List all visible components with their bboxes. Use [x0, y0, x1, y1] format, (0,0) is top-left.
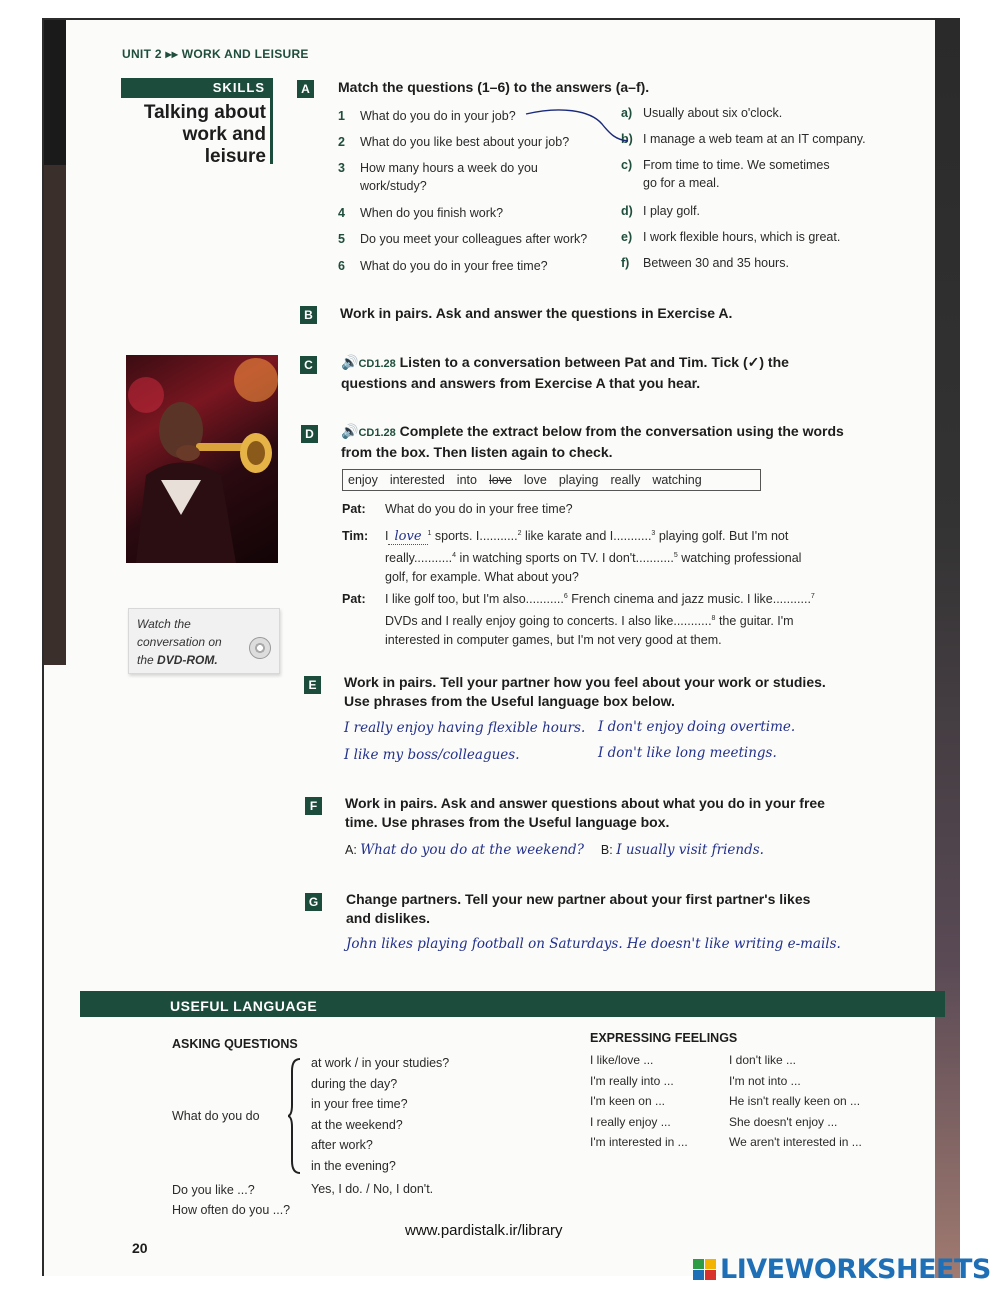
dialogue-pat-1: Pat: What do you do in your free time?	[342, 502, 573, 516]
dialogue-tim: Tim: I love $^1$ sports. I...........$^2$ like karate and I...........$^3$ playing golf. But I'm not really...........$^4$ in watching sports on TV. I don't...........$^5$ watching professional golf, for example. What about you?	[342, 529, 802, 585]
audio-icon-2[interactable]: 🔊	[341, 423, 359, 439]
likes-list: I like/love ... I'm really into ... I'm keen on ... I really enjoy ... I'm interested in ...	[590, 1053, 688, 1149]
exercise-d-letter: D	[301, 425, 318, 443]
asking-questions-heading: ASKING QUESTIONS	[172, 1037, 298, 1051]
example-g: John likes playing football on Saturdays. He doesn't like writing e-mails.	[346, 936, 841, 952]
question-options: at work / in your studies? during the day? in your free time? at the weekend? after work? in the evening?	[311, 1056, 450, 1173]
exercise-b-letter: B	[300, 306, 317, 324]
right-edge-photo-strip	[935, 18, 960, 1278]
audio-icon[interactable]: 🔊	[341, 354, 359, 370]
example-e-2: I don't enjoy doing overtime.	[598, 719, 796, 735]
example-e-4: I don't like long meetings.	[598, 745, 777, 761]
exercise-a-instruction: Match the questions (1–6) to the answers (a–f).	[338, 79, 650, 95]
answer-c: c) From time to time. We sometimes go for a meal.	[621, 158, 830, 190]
matching-line[interactable]	[520, 108, 640, 148]
answer-b: b) I manage a web team at an IT company.	[621, 132, 866, 146]
useful-language-title: USEFUL LANGUAGE	[170, 998, 318, 1014]
word-box: enjoy interested into love love playing really watching	[342, 469, 761, 491]
trumpet-player-photo	[126, 355, 278, 563]
exercise-f-letter: F	[305, 797, 322, 815]
brace-icon	[288, 1057, 302, 1175]
exercise-c-letter: C	[300, 356, 317, 374]
exercise-e-instruction: Work in pairs. Tell your partner how you feel about your work or studies. Use phrases from the Useful language box below.	[344, 674, 826, 709]
expressing-feelings-heading: EXPRESSING FEELINGS	[590, 1031, 738, 1045]
blank-3[interactable]: ...........	[613, 529, 652, 544]
answer-f: f) Between 30 and 35 hours.	[621, 256, 789, 270]
dvd-disc-icon	[249, 637, 271, 659]
page-number: 20	[132, 1240, 148, 1256]
exercise-e-letter: E	[304, 676, 321, 694]
skills-title: Talking about work and leisure	[143, 102, 266, 167]
blank-6[interactable]: ...........	[525, 592, 564, 607]
question-2: 2 What do you like best about your job?	[338, 135, 570, 149]
blank-8[interactable]: ...........	[673, 614, 712, 629]
example-f: A: What do you do at the weekend? B: I usually visit friends.	[345, 842, 764, 858]
exercise-f-instruction: Work in pairs. Ask and answer questions about what you do in your free time. Use phrases from the Useful language box.	[345, 795, 825, 830]
page-edge-shadow-2	[44, 165, 66, 665]
skills-label: SKILLS	[121, 78, 273, 98]
liveworksheets-brand: LIVEWORKSHEETS	[720, 1254, 991, 1285]
blank-1-answer[interactable]: love	[388, 529, 427, 545]
dialogue-pat-2: Pat: I like golf too, but I'm also...........$^6$ French cinema and jazz music. I like...........$^7$ DVDs and I really enjoy going to concerts. I also like...........$^8$ the guitar. I'm interested in computer games, but I'm not very good at them.	[342, 592, 815, 648]
exercise-g-letter: G	[305, 893, 322, 911]
blank-2[interactable]: ...........	[479, 529, 518, 544]
do-you-like: Do you like ...?	[172, 1183, 255, 1197]
exercise-d-instruction: 🔊CD1.28 Complete the extract below from the conversation using the words from the box. Then listen again to check.	[341, 423, 844, 460]
blank-5[interactable]: ...........	[635, 551, 674, 566]
question-3: 3 How many hours a week do you work/study?	[338, 161, 538, 193]
dislikes-list: I don't like ... I'm not into ... He isn't really keen on ... She doesn't enjoy ... We aren't interested in ...	[729, 1053, 862, 1149]
source-url[interactable]: www.pardistalk.ir/library	[405, 1222, 563, 1239]
exercise-c-instruction: 🔊CD1.28 Listen to a conversation between Pat and Tim. Tick (✓) the questions and answers from Exercise A that you hear.	[341, 354, 789, 391]
unit-header: UNIT 2 ▸▸ WORK AND LEISURE	[122, 47, 309, 61]
answer-d: d) I play golf.	[621, 204, 700, 218]
what-do-you-do: What do you do	[172, 1109, 260, 1123]
blank-4[interactable]: ...........	[413, 551, 453, 566]
how-often: How often do you ...?	[172, 1203, 291, 1217]
question-5: 5 Do you meet your colleagues after work?	[338, 232, 588, 246]
liveworksheets-logo-icon	[693, 1259, 717, 1281]
exercise-g-instruction: Change partners. Tell your new partner about your first partner's likes and dislikes.	[346, 891, 811, 926]
yes-no-answer: Yes, I do. / No, I don't.	[311, 1182, 434, 1196]
question-4: 4 When do you finish work?	[338, 206, 504, 220]
exercise-a-letter: A	[297, 80, 314, 98]
skills-divider	[270, 98, 273, 164]
dvd-note: Watch the conversation on the DVD-ROM.	[128, 608, 280, 674]
example-e-3: I like my boss/colleagues.	[344, 747, 520, 763]
example-e-1: I really enjoy having flexible hours.	[344, 720, 586, 736]
exercise-b-instruction: Work in pairs. Ask and answer the questions in Exercise A.	[340, 305, 733, 321]
question-1: 1 What do you do in your job?	[338, 109, 516, 123]
blank-7[interactable]: ...........	[772, 592, 811, 607]
question-6: 6 What do you do in your free time?	[338, 259, 548, 273]
answer-a: a) Usually about six o'clock.	[621, 106, 783, 120]
answer-e: e) I work flexible hours, which is great.	[621, 230, 841, 244]
